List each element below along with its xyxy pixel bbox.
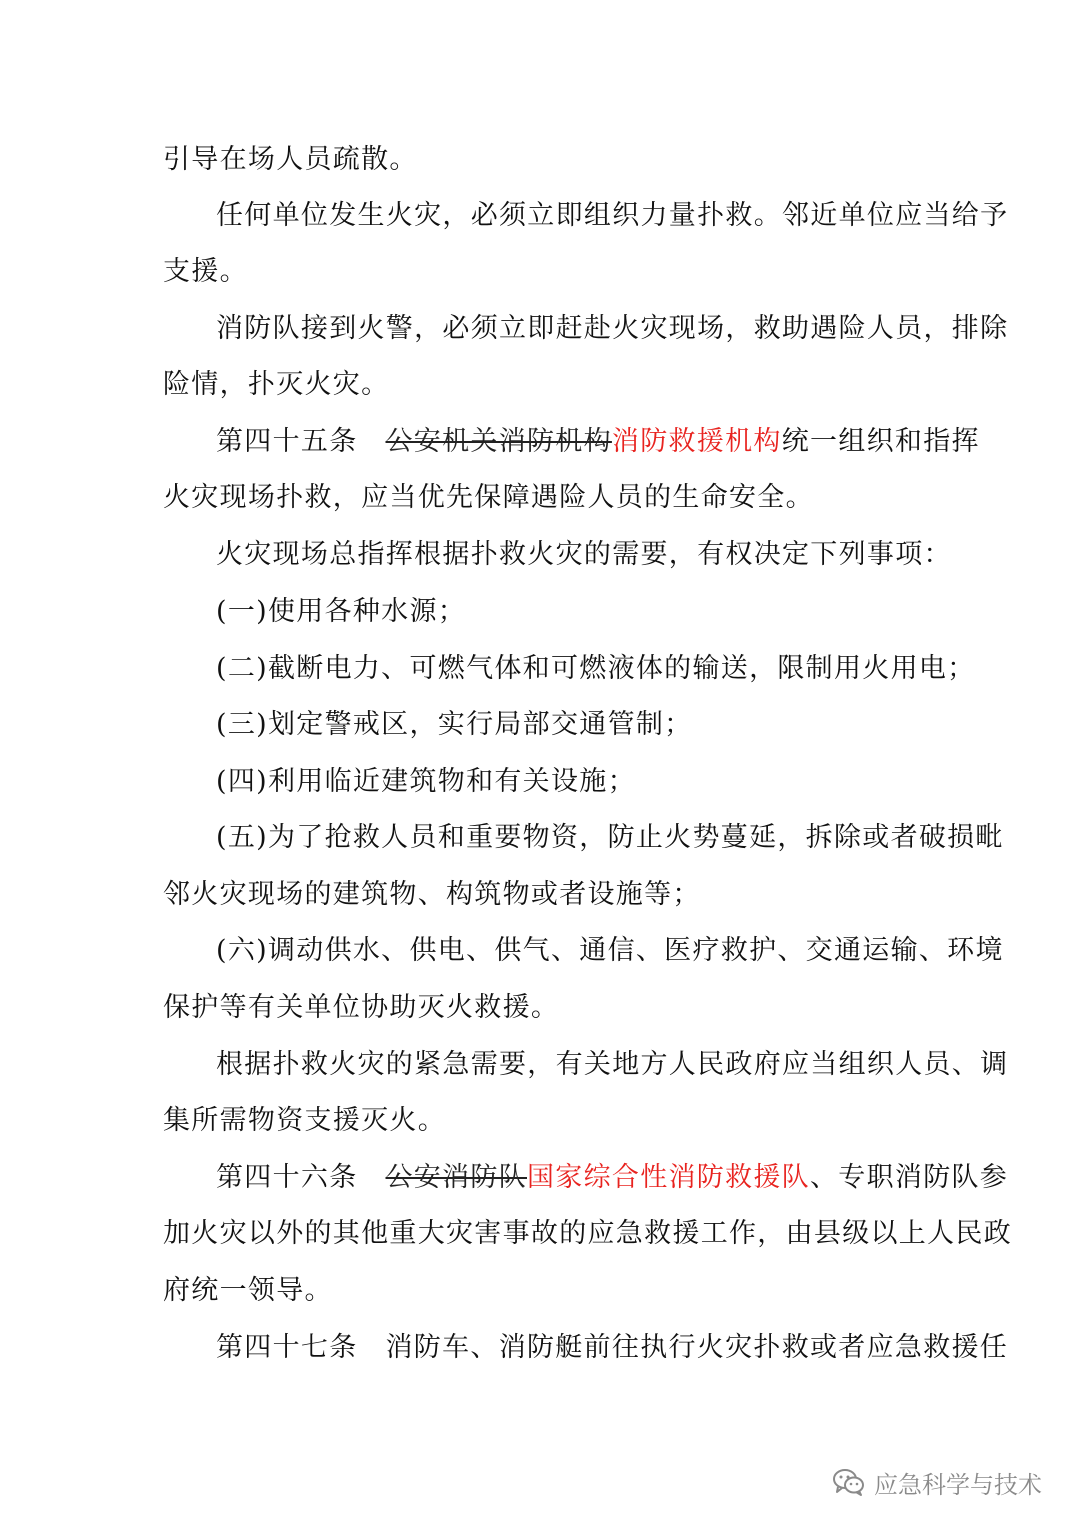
line-text: 火灾现场扑救，应当优先保障遇险人员的生命安全。 [163, 482, 814, 513]
line-text: 任何单位发生火灾，必须立即组织力量扑救。邻近单位应当给予 [216, 200, 1009, 231]
line-text: 险情，扑灭火灾。 [163, 369, 390, 400]
line-text: (三)划定警戒区，实行局部交通管制； [216, 709, 693, 740]
paragraph-line [216, 535, 952, 575]
inserted-text: 国家综合性消防救援队 [527, 1162, 810, 1193]
line-text: 、专职消防队参 [810, 1162, 1009, 1193]
line-text: 邻火灾现场的建筑物、构筑物或者设施等； [163, 879, 701, 910]
list-item [216, 762, 636, 802]
line-text: 消防车、消防艇前往执行火灾扑救或者应急救援任 [385, 1332, 1009, 1363]
article-number: 第四十六条 [216, 1162, 358, 1193]
paragraph-line [163, 365, 389, 405]
deleted-text: 公安机关消防机构 [385, 426, 612, 457]
paragraph-line [163, 875, 701, 915]
paragraph-line [163, 1101, 446, 1141]
inserted-text: 消防救援机构 [611, 426, 782, 457]
line-text: 根据扑救火灾的紧急需要，有关地方人民政府应当组织人员、调 [216, 1049, 1009, 1080]
list-item [216, 592, 466, 632]
line-text: (二)截断电力、可燃气体和可燃液体的输送，限制用火用电； [216, 653, 976, 684]
list-item [216, 705, 692, 745]
paragraph-line [163, 478, 814, 518]
line-text: 集所需物资支援灭火。 [163, 1105, 446, 1136]
line-text: (五)为了抢救人员和重要物资，防止火势蔓延，拆除或者破损毗 [216, 822, 1004, 853]
paragraph-line [163, 252, 248, 292]
article-number: 第四十七条 [216, 1332, 358, 1363]
article-47-line [216, 1328, 1008, 1368]
deleted-text: 公安消防队 [385, 1162, 527, 1193]
watermark-text: 应急科学与技术 [874, 1470, 1042, 1499]
line-text: 统一组织和指挥 [781, 426, 980, 457]
paragraph-line [216, 1045, 1008, 1085]
paragraph-line [216, 196, 1008, 236]
paragraph-line [163, 140, 418, 180]
line-text: (六)调动供水、供电、供气、通信、医疗救护、交通运输、环境 [216, 935, 1004, 966]
line-text: 支援。 [163, 256, 248, 287]
paragraph-line [216, 309, 1008, 349]
line-text: 火灾现场总指挥根据扑救火灾的需要，有权决定下列事项： [216, 539, 952, 570]
line-text: 引导在场人员疏散。 [163, 144, 418, 175]
line-text: (四)利用临近建筑物和有关设施； [216, 766, 636, 797]
line-text: 府统一领导。 [163, 1275, 333, 1306]
list-item [216, 649, 975, 689]
line-text: (一)使用各种水源； [216, 596, 467, 627]
paragraph-line [163, 1271, 333, 1311]
line-text: 加火灾以外的其他重大灾害事故的应急救援工作，由县级以上人民政 [163, 1218, 1012, 1249]
article-number: 第四十五条 [216, 426, 358, 457]
line-text: 消防队接到火警，必须立即赶赴火灾现场，救助遇险人员，排除 [216, 313, 1009, 344]
list-item [216, 931, 1004, 971]
watermark [832, 1462, 1042, 1502]
article-46-line [216, 1158, 1008, 1198]
wechat-icon [832, 1467, 866, 1497]
paragraph-line [163, 988, 559, 1028]
list-item [216, 818, 1004, 858]
line-text: 保护等有关单位协助灭火救援。 [163, 992, 560, 1023]
paragraph-line [163, 1214, 1012, 1254]
article-45-line [216, 422, 980, 462]
